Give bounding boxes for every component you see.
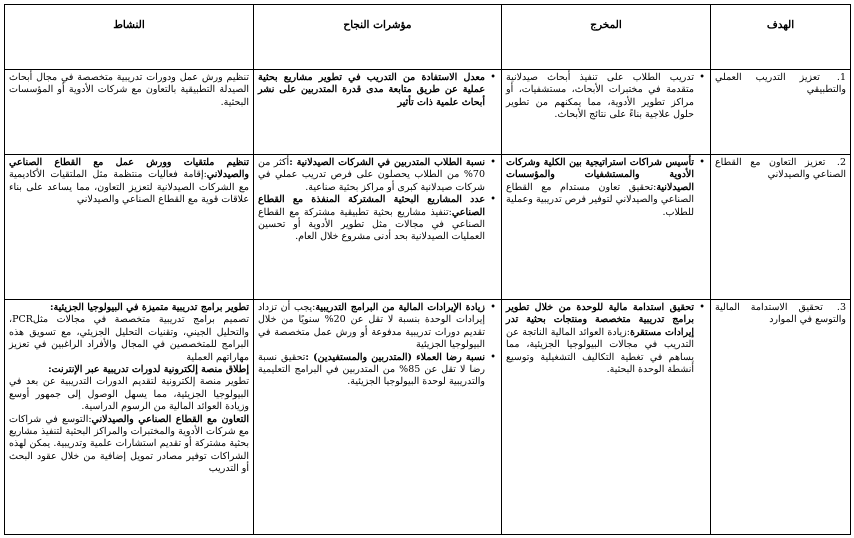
- goal-number: 1.: [836, 72, 846, 83]
- indicator-text: :تنفيذ مشاريع بحثية تطبيقية مشتركة مع القطاع الصناعي في مجالات مثل تطوير الأدوية أو تحسين العمليات الصيدلانية بحد أدنى مشروع خلال العام.: [258, 206, 485, 243]
- indicator-text: أكثر من 70% من الطلاب يحصلون على فرص تدريب عملي في شركات صيدلانية كبرى أو مراكز بحثية صناعية.: [258, 157, 485, 193]
- output-item: [506, 157, 694, 219]
- indicator-bold: نسبة رضا العملاء (المتدربين والمستفيدين) :: [305, 351, 485, 363]
- indicator-bold: معدل الاستفادة من التدريب في تطوير مشاريع بحثية عملية عن طريق متابعة مدى قدرة المتدربين على نشر أبحاث علمية ذات تأثير: [258, 72, 485, 108]
- activity-text: :التوسع في شراكات مع شركات الأدوية والمختبرات والمراكز البحثية لتنفيذ مشاريع بحثية مشتركة أو تقديم استشارات علمية وتدريبية. يمكن لهذه الشراكات توفير مصادر تمويل إضافية من خلال عقود البحث أو التدريب: [9, 413, 249, 475]
- activity-text: تطوير منصة إلكترونية لتقديم الدورات التدريبية عن بعد في البيولوجيا الجزيئية، مما يسهل الوصول إلى جمهور أوسع وزيادة العوائد المالية من الرسوم الدراسية.: [9, 376, 249, 413]
- indicator-item: [258, 157, 485, 194]
- indicator-text: تحقيق نسبة رضا لا تقل عن 85% من المتدربين في البرامج التعليمية والتدريبية لوحدة البيولوجيا الجزيئية.: [258, 351, 485, 388]
- strategic-plan-table: [4, 4, 851, 535]
- activity-text: تصميم برامج تدريبية متخصصة في مجالات مثلPCR، والتحليل الجيني، وتقنيات التحليل الجزيئي، مع تسويق هذه البرامج للمتخصصين في المجال والأفراد الراغبين في تعزيز مهاراتهم العملية: [9, 314, 249, 363]
- header-output: المخرج: [502, 5, 711, 70]
- output-item: [506, 72, 694, 122]
- output-text: :تحقيق تعاون مستدام مع القطاع الصناعي والصيدلاني لتوفير فرص تدريبية وعملية للطلاب.: [506, 181, 694, 218]
- indicator-item: [258, 352, 485, 389]
- table-row: [5, 70, 851, 155]
- goal-text: تعزيز التعاون مع القطاع الصناعي والصيدلاني: [715, 157, 846, 181]
- header-row: [5, 5, 851, 70]
- output-text: تدريب الطلاب على تنفيذ أبحاث صيدلانية متقدمة في مختبرات الأبحاث، مستشفيات، أو مراكز تطوير الأدوية، مما يمكنهم من تطوير حلول علاجية بناءً على نتائج الأبحاث.: [506, 72, 694, 121]
- goal-number: 3.: [836, 302, 846, 313]
- header-goal: الهدف: [711, 5, 851, 70]
- activity-bold: تطوير برامج تدريبية متميزة في البيولوجيا الجزيئية:: [50, 302, 249, 313]
- output-bold: تأسيس شراكات استراتيجية بين الكلية وشركات الأدوية والمستشفيات والمؤسسات الصيدلانية: [506, 157, 694, 193]
- table-row: [5, 300, 851, 535]
- indicator-item: [258, 72, 485, 109]
- header-indicators: مؤشرات النجاح: [254, 5, 502, 70]
- indicator-bold: زيادة الإيرادات المالية من البرامج التدريبية: [315, 302, 486, 313]
- activity-cell: [5, 70, 254, 155]
- indicator-text: :يجب أن تزداد إيرادات الوحدة بنسبة لا تقل عن 20% سنويًا من خلال تقديم دورات تدريبية مدفوعة أو ورش عمل متخصصة في البيولوجيا الجزيئية: [258, 302, 485, 351]
- activity-bold: إطلاق منصة إلكترونية لدورات تدريبية عبر الإنترنت:: [48, 364, 249, 376]
- indicator-bold: عدد المشاريع البحثية المشتركة المنفذة مع القطاع الصناعي: [258, 194, 485, 218]
- goal-text: تحقيق الاستدامة المالية والتوسع في الموارد: [715, 302, 846, 326]
- activity-bold: التعاون مع القطاع الصناعي والصيدلاني: [91, 413, 249, 425]
- output-cell: [502, 70, 711, 155]
- output-bold: تحقيق استدامة مالية للوحدة من خلال تطوير برامج تدريبية متخصصة ومنتجات بحثية تدر إيرادات مستقرة: [506, 302, 694, 338]
- table-row: [5, 155, 851, 300]
- output-cell: [502, 155, 711, 300]
- activity-cell: [5, 155, 254, 300]
- activity-text: تنظيم ورش عمل ودورات تدريبية متخصصة في مجال أبحاث الصيدلة التطبيقية بالتعاون مع شركات الأدوية أو المؤسسات البحثية.: [9, 72, 249, 108]
- indicator-item: [258, 302, 485, 352]
- goal-cell: [711, 155, 851, 300]
- header-activity: النشاط: [5, 5, 254, 70]
- activity-bold: تنظيم ملتقيات وورش عمل مع القطاع الصناعي والصيدلاني: [9, 157, 249, 181]
- goal-cell: [711, 70, 851, 155]
- goal-cell: [711, 300, 851, 535]
- indicators-cell: [254, 300, 502, 535]
- output-cell: [502, 300, 711, 535]
- goal-number: 2.: [836, 157, 846, 168]
- output-text: :زيادة العوائد المالية الناتجة عن التدريب في مجالات البيولوجيا الجزيئية، مما يساهم في تغطية التكاليف التشغيلية وتوسيع أنشطة الوحدة البحثية.: [506, 326, 694, 376]
- indicators-cell: [254, 70, 502, 155]
- activity-text: :إقامة فعاليات منتظمة مثل الملتقيات الأكاديمية مع الشركات الصيدلانية لتعزيز التعاون، مما يساعد على بناء علاقات قوية مع القطاع الصناعي والصيدلاني: [9, 169, 249, 206]
- output-item: [506, 302, 694, 376]
- indicator-item: [258, 194, 485, 244]
- indicators-cell: [254, 155, 502, 300]
- indicator-bold: نسبة الطلاب المتدربين في الشركات الصيدلانية :: [289, 157, 485, 168]
- goal-text: تعزيز التدريب العملي والتطبيقي: [715, 72, 846, 96]
- activity-cell: [5, 300, 254, 535]
